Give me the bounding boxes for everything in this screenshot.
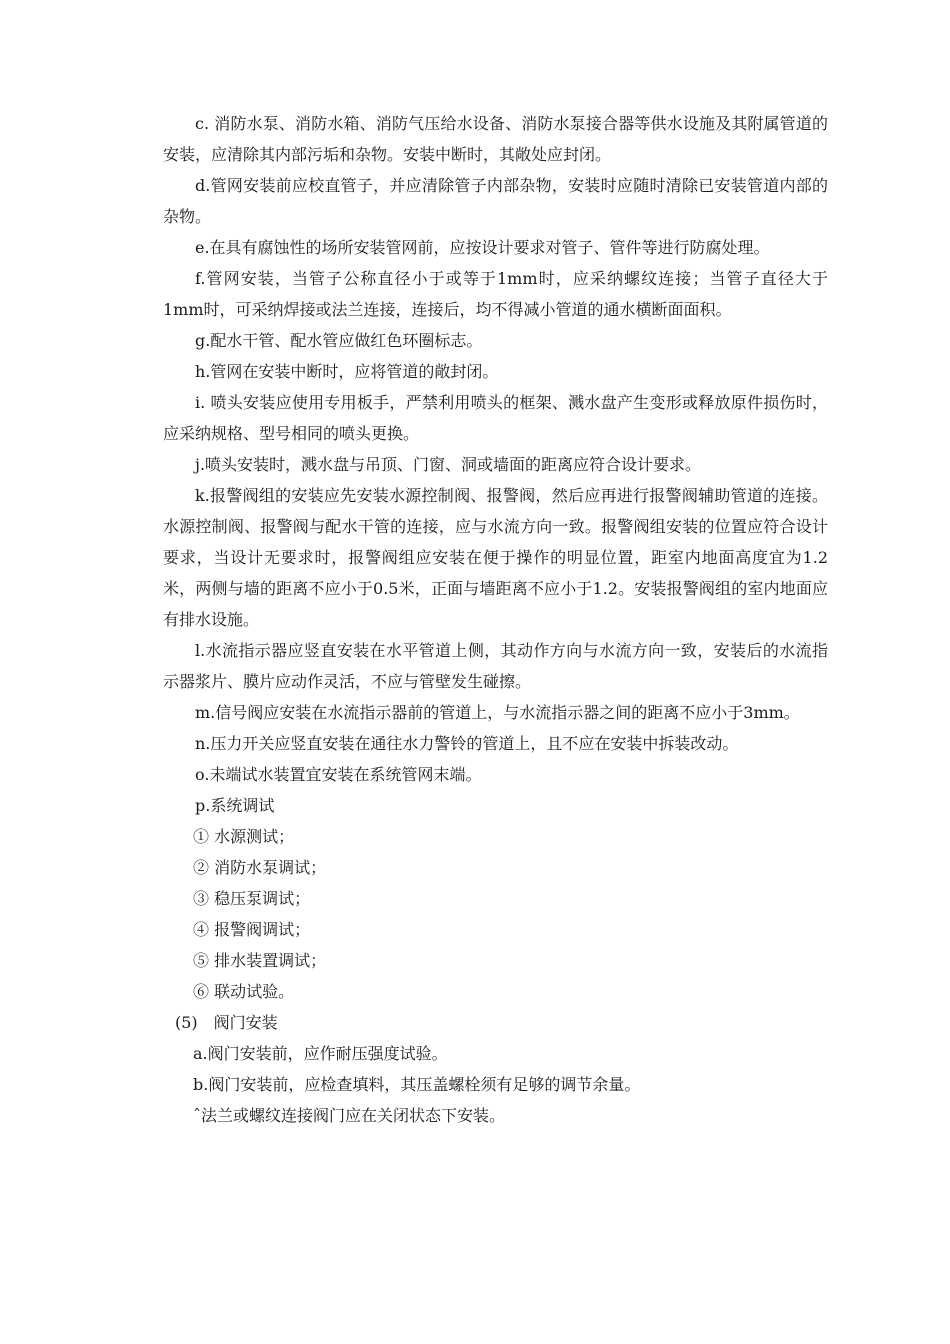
paragraph-j: j.喷头安装时，溅水盘与吊顶、门窗、洞或墙面的距离应符合设计要求。 — [195, 455, 702, 474]
debug-step: ⑥ 联动试验。 — [193, 982, 295, 1001]
paragraph-n: n.压力开关应竖直安装在通往水力警铃的管道上，且不应在安装中拆装改动。 — [195, 734, 739, 753]
paragraph-g: g.配水干管、配水管应做红色环圈标志。 — [195, 331, 483, 350]
paragraph-f: f.管网安装，当管子公称直径小于或等于1mm时，应采纳螺纹连接；当管子直径大于1mm时，可采纳焊接或法兰连接，连接后，均不得减小管道的通水横断面面积。 — [163, 269, 828, 319]
debug-step: ③ 稳压泵调试； — [193, 889, 311, 908]
paragraph-i: i. 喷头安装应使用专用板手，严禁利用喷头的框架、溅水盘产生变形或释放原件损伤时，应采纳规格、型号相同的喷头更换。 — [163, 393, 828, 443]
paragraph-c: c. 消防水泵、消防水箱、消防气压给水设备、消防水泵接合器等供水设施及其附属管道的安装，应清除其内部污垢和杂物。安装中断时，其敞处应封闭。 — [163, 114, 828, 164]
debug-steps-list — [163, 821, 828, 1007]
debug-step: ④ 报警阀调试； — [193, 920, 311, 939]
paragraph-o: o.未端试水装置宜安装在系统管网末端。 — [195, 765, 482, 784]
debug-step: ② 消防水泵调试； — [193, 858, 327, 877]
paragraph-d: d.管网安装前应校直管子，并应清除管子内部杂物，安装时应随时清除已安装管道内部的杂物。 — [163, 176, 828, 226]
debug-step: ① 水源测试； — [193, 827, 295, 846]
document-page — [163, 108, 828, 1131]
paragraph-l: l.水流指示器应竖直安装在水平管道上侧，其动作方向与水流方向一致，安装后的水流指示器浆片、膜片应动作灵活，不应与管壁发生碰擦。 — [163, 641, 828, 691]
paragraph-k: k.报警阀组的安装应先安装水源控制阀、报警阀，然后应再进行报警阀辅助管道的连接。水源控制阀、报警阀与配水干管的连接，应与水流方向一致。报警阀组安装的位置应符合设计要求，当设计无要求时，报警阀组应安装在便于操作的明显位置，距室内地面高度宜为1.2米，两侧与墙的距离不应小于0.5米，正面与墙距离不应小于1.2。安装报警阀组的室内地面应有排水设施。 — [163, 486, 828, 629]
debug-step: ⑤ 排水装置调试； — [193, 951, 327, 970]
section-item: ˆ法兰或螺纹连接阀门应在关闭状态下安装。 — [193, 1106, 506, 1125]
paragraph-e: e.在具有腐蚀性的场所安装管网前，应按设计要求对管子、管件等进行防腐处理。 — [195, 238, 770, 257]
section-item: b.阀门安装前，应检查填料，其压盖螺栓须有足够的调节余量。 — [193, 1075, 641, 1094]
paragraph-p: p.系统调试 — [195, 796, 275, 815]
section-item: a.阀门安装前，应作耐压强度试验。 — [193, 1044, 448, 1063]
paragraph-m: m.信号阀应安装在水流指示器前的管道上，与水流指示器之间的距离不应小于3mm。 — [195, 703, 800, 722]
section-heading: (5) 阀门安装 — [175, 1013, 278, 1032]
paragraph-h: h.管网在安装中断时，应将管道的敞封闭。 — [195, 362, 499, 381]
